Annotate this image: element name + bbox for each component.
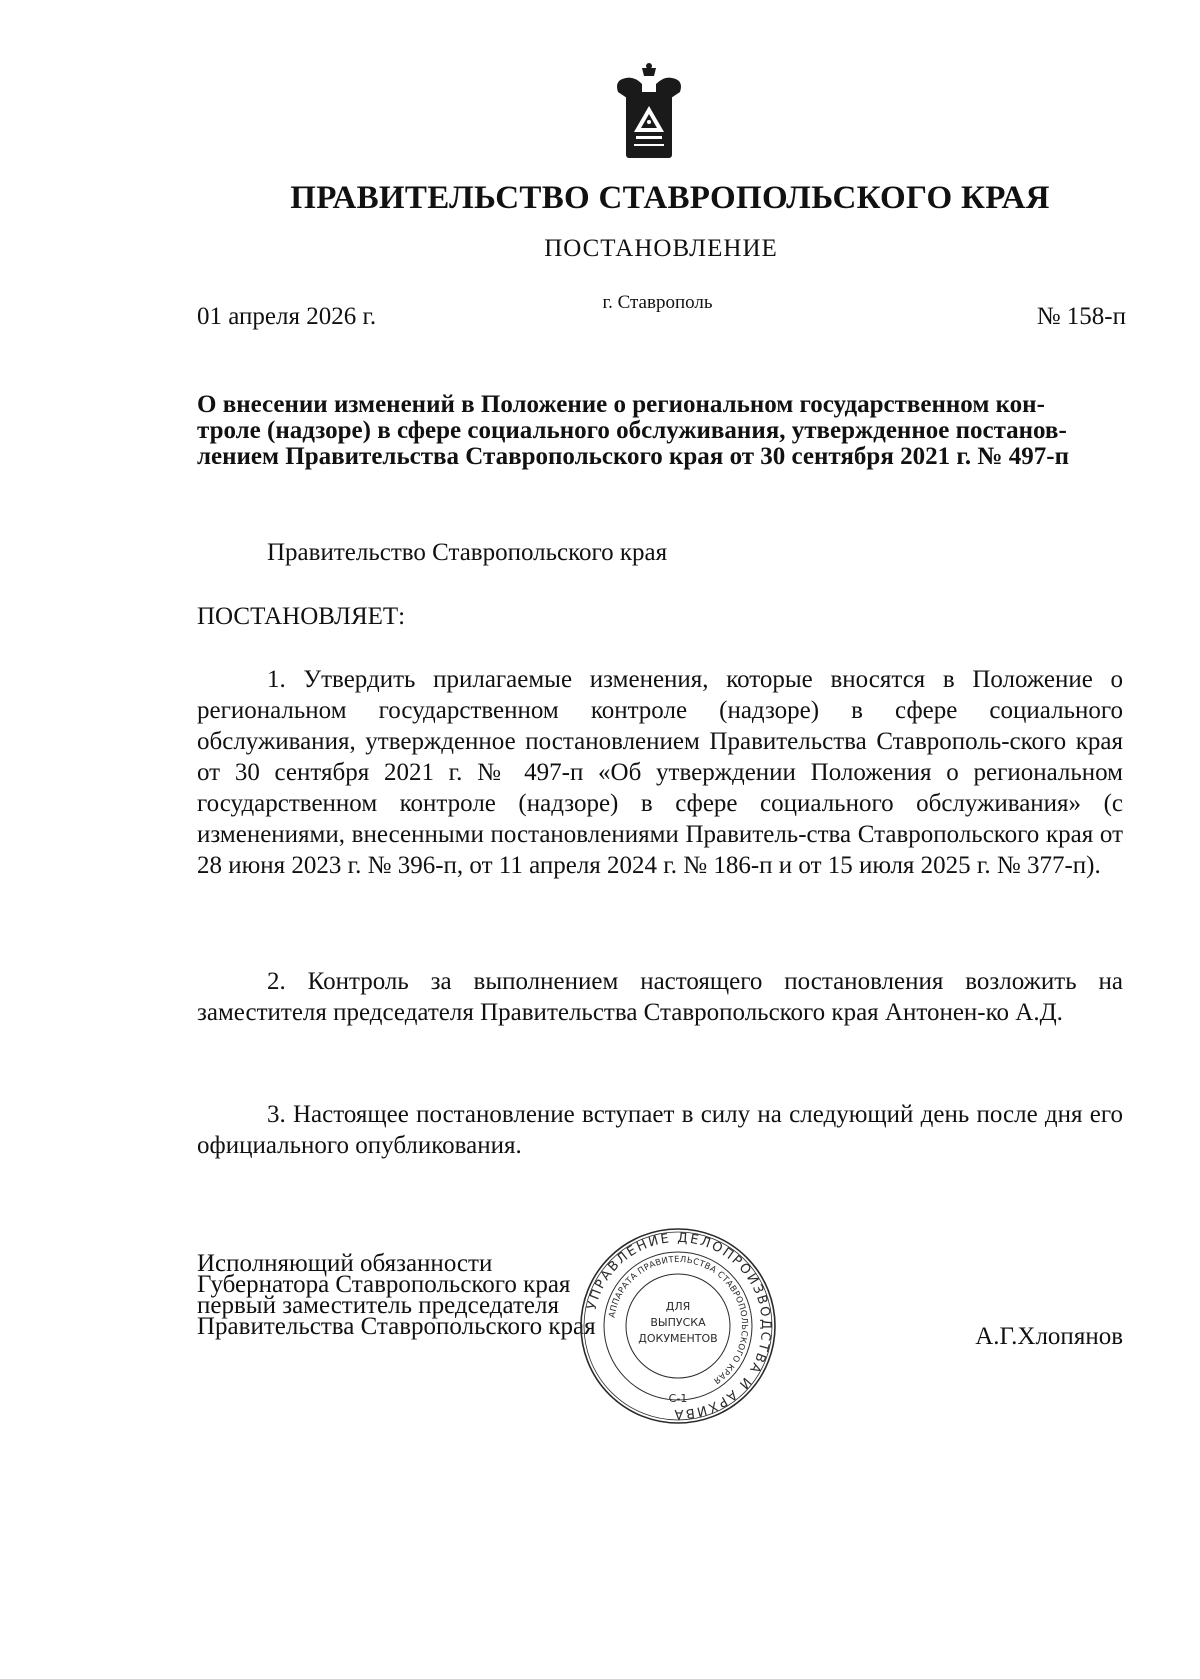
document-city: г. Ставрополь [602, 292, 713, 313]
signatory-position-line: первый заместитель председателя [197, 1292, 559, 1319]
stamp-center-line: ДОКУМЕНТОВ [638, 1332, 718, 1345]
document-date: 01 апреля 2026 г. [197, 303, 377, 330]
stamp-center-line: ДЛЯ [665, 1300, 691, 1313]
signatory-position [197, 1250, 596, 1340]
body-item-1: 1. Утвердить прилагаемые изменения, которые вносятся в Положение о региональном государственном контроле (надзоре) в сфере социального обслуживания, утвержденное постановлением Правительства Ставрополь-ского края от 30 сентября 2021 г. № 497-п «Об утверждении Положения о региональном государственном контроле (надзоре) в сфере социального обслуживания» (с изменениями, внесенными постановлениями Правитель-ства Ставропольского края от 28 июня 2023 г. № 396-п, от 11 апреля 2024 г. № 186-п и от 15 июля 2025 г. № 377-п). [197, 666, 1123, 879]
document-type: ПОСТАНОВЛЕНИЕ [544, 235, 778, 262]
body-resolves: ПОСТАНОВЛЯЕТ: [197, 603, 406, 630]
body-item-2: 2. Контроль за выполнением настоящего постановления возложить на заместителя председателя Правительства Ставропольского края Антонен-ко А.Д. [197, 968, 1123, 1026]
signatory-position-line: Губернатора Ставропольского края [197, 1271, 571, 1298]
signatory-position-line: Исполняющий обязанности [197, 1250, 493, 1277]
official-stamp [578, 1226, 778, 1426]
subject-line: О внесении изменений в Положение о региональном государственном кон- [197, 391, 1045, 418]
stamp-code: С-1 [668, 1392, 688, 1405]
organization-title: ПРАВИТЕЛЬСТВО СТАВРОПОЛЬСКОГО КРАЯ [290, 180, 1050, 216]
stamp-center-line: ВЫПУСКА [650, 1316, 706, 1329]
coat-of-arms-icon [612, 62, 686, 162]
stamp-inner-text: АППАРАТА ПРАВИТЕЛЬСТВА СТАВРОПОЛЬСКОГО КРАЯ [607, 1254, 750, 1386]
signatory-name: А.Г.Хлопянов [975, 1323, 1123, 1350]
signatory-position-line: Правительства Ставропольского края [197, 1313, 596, 1340]
body-intro: Правительство Ставропольского края [267, 539, 668, 566]
document-subject [197, 392, 1123, 470]
subject-line: лением Правительства Ставропольского края от 30 сентября 2021 г. № 497-п [197, 443, 1069, 470]
document-number: № 158-п [1036, 303, 1126, 330]
subject-line: троле (надзоре) в сфере социального обслуживания, утвержденное постанов- [197, 417, 1067, 444]
stamp-outer-text: УПРАВЛЕНИЕ ДЕЛОПРОИЗВОДСТВА И АРХИВА [584, 1230, 774, 1422]
body-item-3: 3. Настоящее постановление вступает в силу на следующий день после дня его официального опубликования. [197, 1101, 1123, 1159]
